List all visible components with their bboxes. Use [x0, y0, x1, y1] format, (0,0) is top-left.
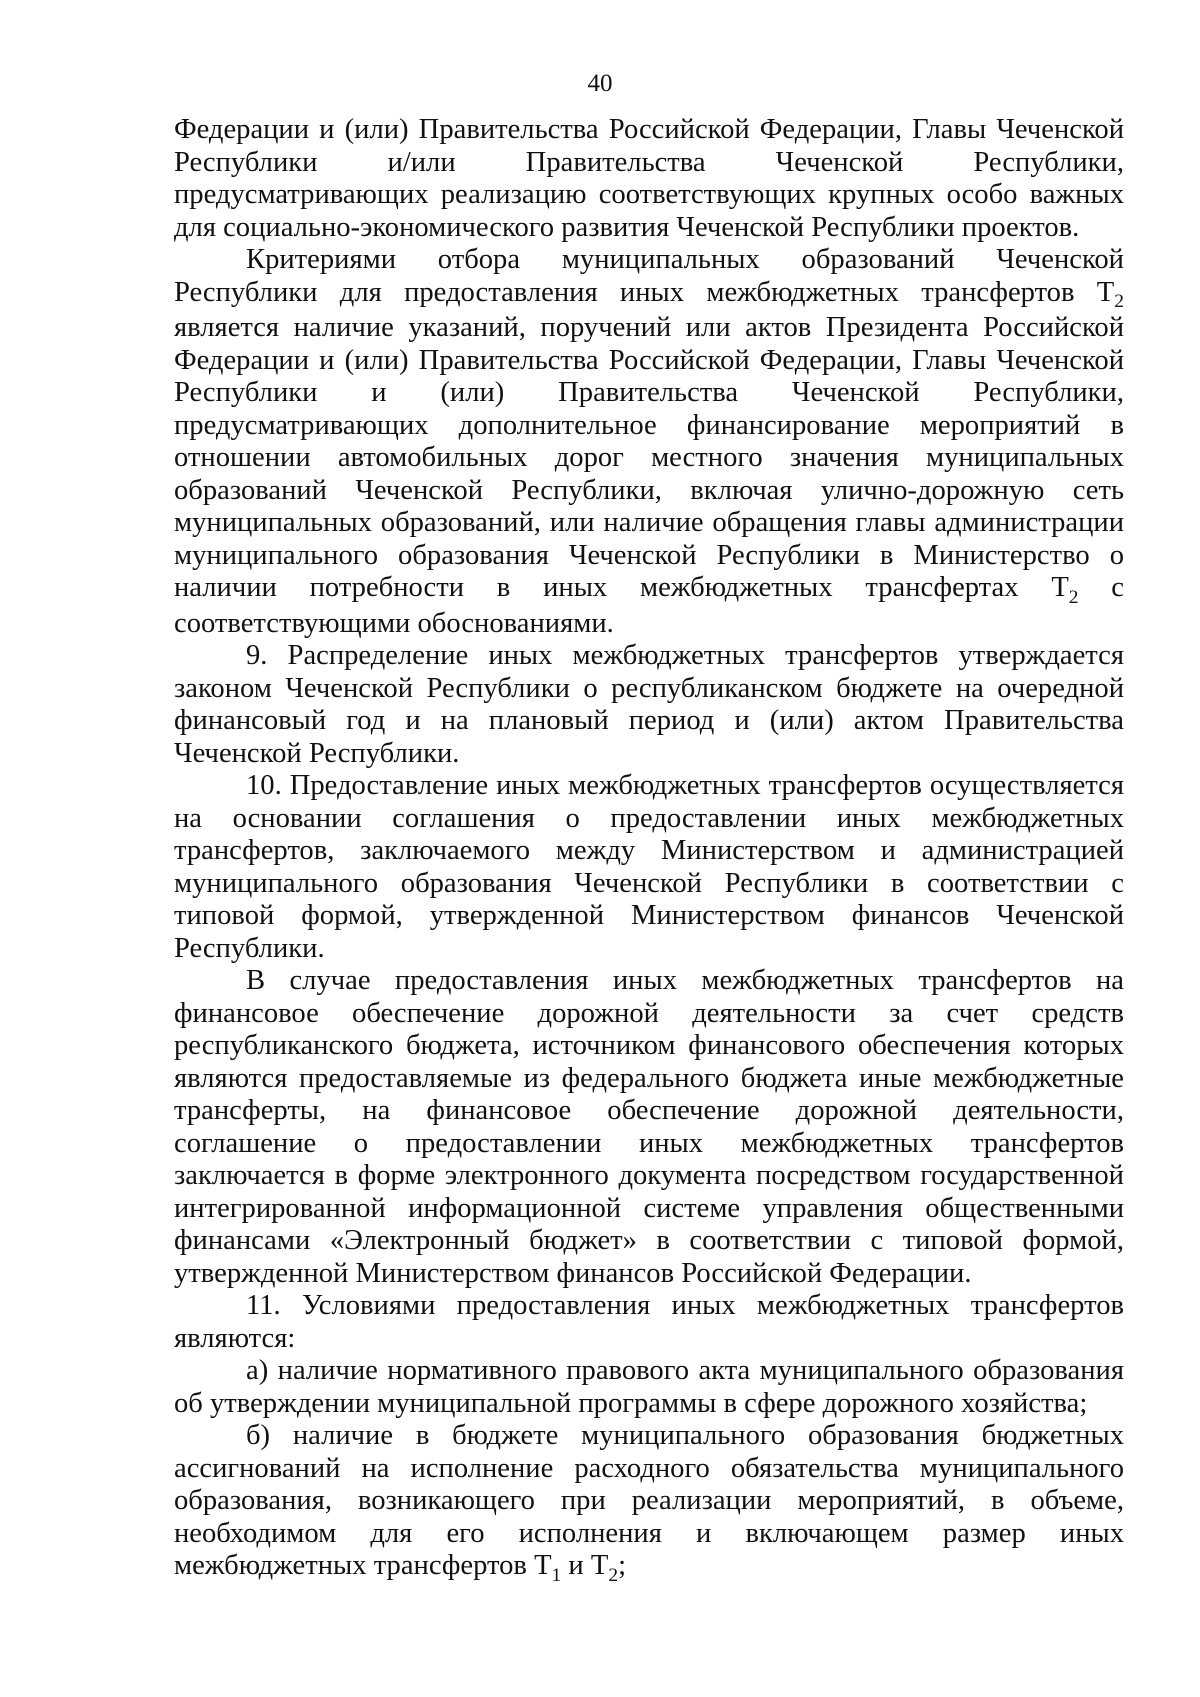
paragraph-text: б) наличие в бюджете муниципального образования бюджетных ассигнований на исполнение расходного обязательства муниципального образования, возникающего при реализации мероприятий, в объеме, необходимом для его исполнения и включающем размер иных межбюджетных трансфертов Т [174, 1420, 1124, 1581]
page-number: 40 [587, 70, 613, 97]
paragraph [174, 1290, 1124, 1355]
paragraph-text: и Т [561, 1550, 609, 1581]
paragraph-text: с соответствующими обоснованиями. [174, 572, 1124, 639]
paragraph-text: 11. Условиями предоставления иных межбюджетных трансфертов являются: [174, 1290, 1124, 1354]
paragraph [174, 965, 1124, 1290]
paragraph-text: 10. Предоставление иных межбюджетных трансфертов осуществляется на основании соглашения о предоставлении иных межбюджетных трансфертов, заключаемого между Министерством и администрацией муниципального образования Чеченской Республики в соответствии с типовой формой, утвержденной Министерством финансов Чеченской Республики. [174, 770, 1124, 964]
subscript: 1 [551, 1564, 562, 1586]
paragraph-text: ; [618, 1550, 627, 1581]
paragraph-text: 9. Распределение иных межбюджетных трансфертов утверждается законом Чеченской Республики о республиканском бюджете на очередной финансовый год и на плановый период и (или) актом Правительства Чеченской Республики. [174, 640, 1124, 769]
paragraph [174, 770, 1124, 965]
paragraph [174, 640, 1124, 770]
paragraph-text: является наличие указаний, поручений или актов Президента Российской Федерации и (или) Правительства Российской Федерации, Главы Чеченской Республики и (или) Правительства Чеченской Республики, предусматривающих дополнительное финансирование мероприятий в отношении автомобильных дорог местного значения муниципальных образований Чеченской Республики, включая улично-дорожную сеть муниципальных образований, или наличие обращения главы администрации муниципального образования Чеченской Республики в Министерство о наличии потребности в иных межбюджетных трансфертах Т [174, 312, 1124, 603]
document-body [174, 114, 1124, 1586]
paragraph [174, 1420, 1124, 1586]
paragraph [174, 114, 1124, 244]
subscript: 2 [608, 1564, 619, 1586]
paragraph [174, 244, 1124, 640]
paragraph-text: Федерации и (или) Правительства Российской Федерации, Главы Чеченской Республики и/или Правительства Чеченской Республики, предусматривающих реализацию соответствующих крупных особо важных для социально-экономического развития Чеченской Республики проектов. [174, 114, 1124, 243]
subscript: 2 [1068, 586, 1079, 608]
paragraph-text: Критериями отбора муниципальных образований Чеченской Республики для предоставления иных межбюджетных трансфертов Т [174, 244, 1124, 308]
paragraph-text: а) наличие нормативного правового акта муниципального образования об утверждении муниципальной программы в сфере дорожного хозяйства; [174, 1355, 1124, 1419]
subscript: 2 [1114, 291, 1124, 313]
paragraph-text: В случае предоставления иных межбюджетных трансфертов на финансовое обеспечение дорожной деятельности за счет средств республиканского бюджета, источником финансового обеспечения которых являются предоставляемые из федерального бюджета иные межбюджетные трансферты, на финансовое обеспечение дорожной деятельности, соглашение о предоставлении иных межбюджетных трансфертов заключается в форме электронного документа посредством государственной интегрированной информационной системе управления общественными финансами «Электронный бюджет» в соответствии с типовой формой, утвержденной Министерством финансов Российской Федерации. [174, 965, 1124, 1289]
paragraph [174, 1355, 1124, 1420]
